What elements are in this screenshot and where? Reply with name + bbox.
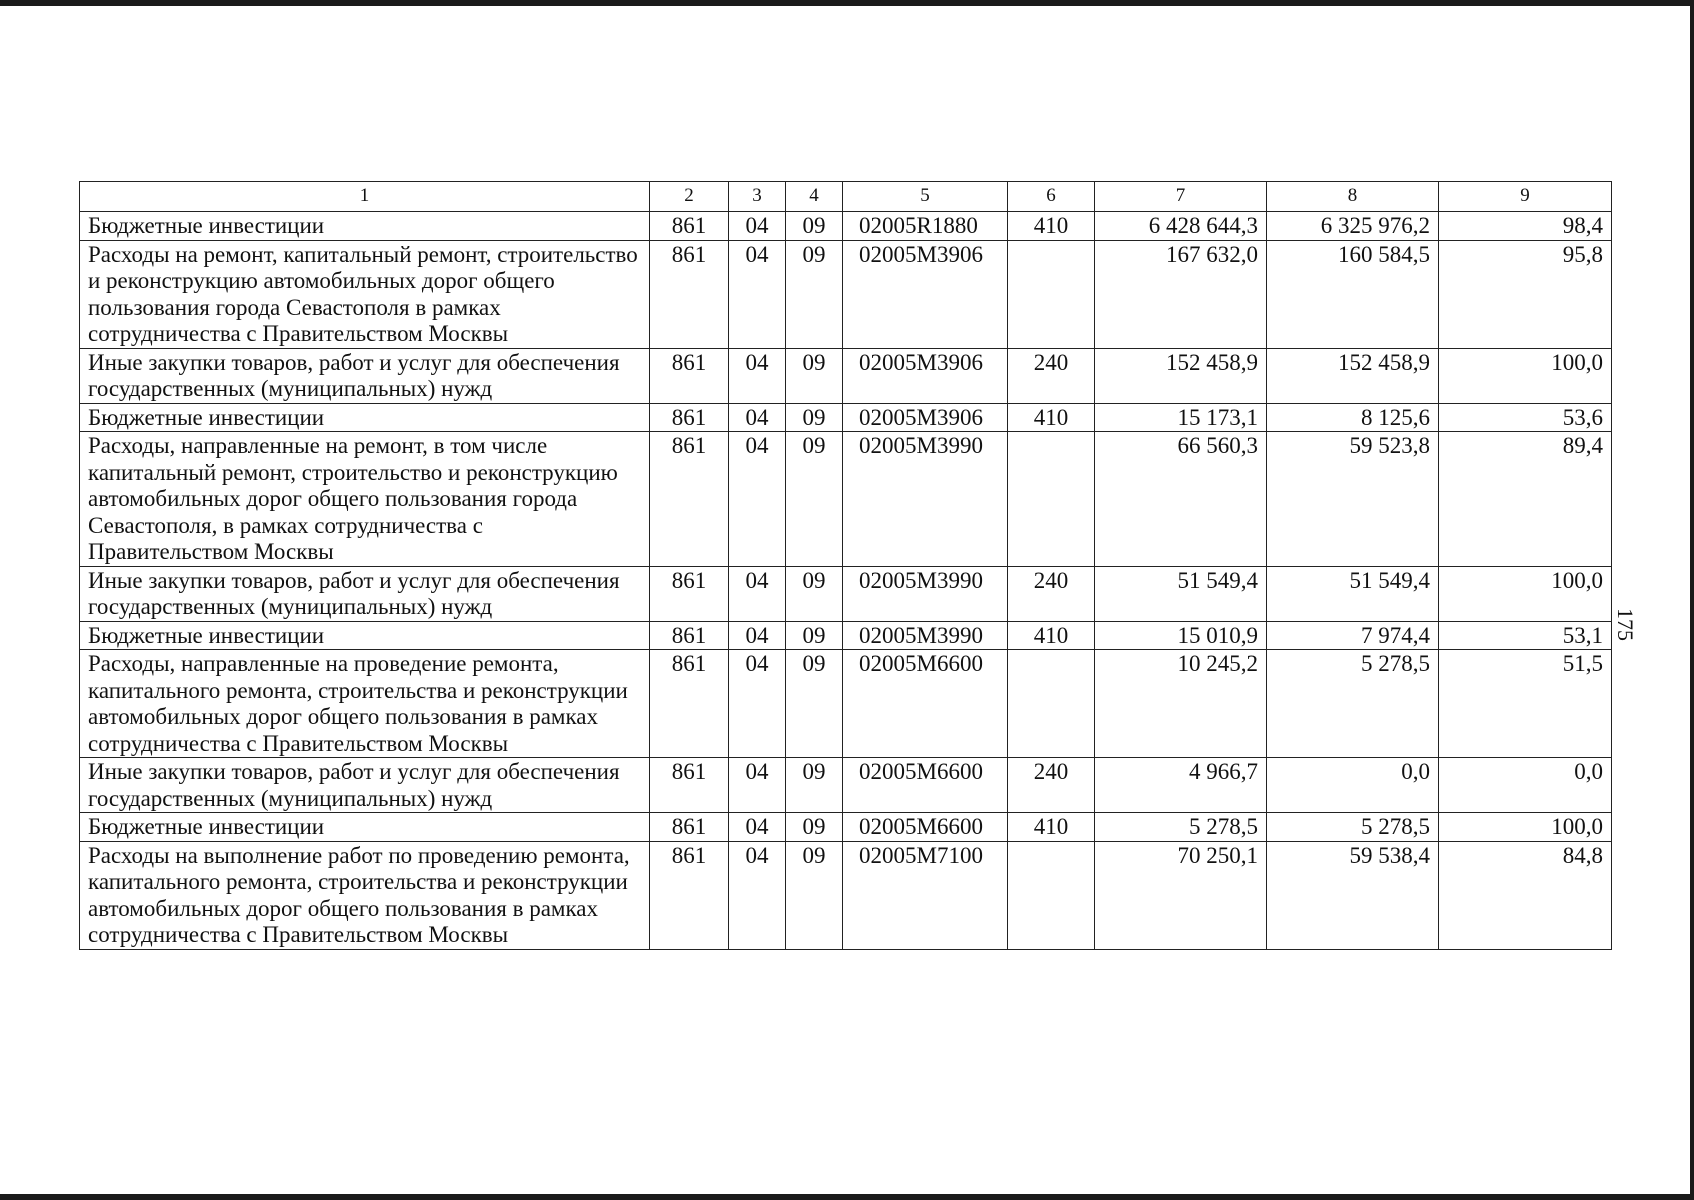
row-code-2: 861 (650, 432, 729, 567)
row-value-7: 5 278,5 (1095, 813, 1267, 842)
row-code-2: 861 (650, 566, 729, 621)
row-description: Иные закупки товаров, работ и услуг для обеспечения государственных (муниципальных) нужд (80, 758, 650, 813)
row-value-9: 100,0 (1439, 566, 1612, 621)
row-code-6: 410 (1008, 813, 1095, 842)
row-description: Бюджетные инвестиции (80, 621, 650, 650)
row-value-8: 160 584,5 (1267, 240, 1439, 348)
row-code-5: 02005R1880 (843, 212, 1008, 241)
table-row (80, 621, 1612, 650)
row-value-9: 100,0 (1439, 348, 1612, 403)
row-code-5: 02005M7100 (843, 841, 1008, 949)
row-value-7: 10 245,2 (1095, 650, 1267, 758)
scan-border-bottom (0, 1194, 1694, 1200)
table-row (80, 841, 1612, 949)
row-code-2: 861 (650, 758, 729, 813)
row-description: Расходы, направленные на ремонт, в том числе капитальный ремонт, строительство и реконструкцию автомобильных дорог общего пользования города Севастополя, в рамках сотрудничества с Правительством Москвы (80, 432, 650, 567)
row-value-9: 53,6 (1439, 403, 1612, 432)
scan-border-top (0, 0, 1694, 6)
row-value-7: 70 250,1 (1095, 841, 1267, 949)
row-code-6: 410 (1008, 621, 1095, 650)
row-value-8: 51 549,4 (1267, 566, 1439, 621)
row-code-3: 04 (729, 403, 786, 432)
row-value-9: 84,8 (1439, 841, 1612, 949)
table-row (80, 403, 1612, 432)
row-code-3: 04 (729, 621, 786, 650)
row-value-8: 59 523,8 (1267, 432, 1439, 567)
row-code-3: 04 (729, 348, 786, 403)
row-code-3: 04 (729, 650, 786, 758)
row-value-9: 89,4 (1439, 432, 1612, 567)
row-code-6: 240 (1008, 758, 1095, 813)
table-row (80, 758, 1612, 813)
row-code-2: 861 (650, 240, 729, 348)
row-code-6: 410 (1008, 212, 1095, 241)
row-value-8: 7 974,4 (1267, 621, 1439, 650)
row-code-5: 02005M3906 (843, 240, 1008, 348)
row-value-8: 59 538,4 (1267, 841, 1439, 949)
row-code-4: 09 (786, 813, 843, 842)
row-code-2: 861 (650, 621, 729, 650)
budget-table (79, 181, 1612, 950)
row-value-7: 66 560,3 (1095, 432, 1267, 567)
table-row (80, 348, 1612, 403)
row-code-2: 861 (650, 403, 729, 432)
column-header: 6 (1008, 182, 1095, 212)
row-code-2: 861 (650, 841, 729, 949)
row-description: Иные закупки товаров, работ и услуг для обеспечения государственных (муниципальных) нужд (80, 566, 650, 621)
table-row (80, 240, 1612, 348)
row-code-4: 09 (786, 403, 843, 432)
row-value-9: 51,5 (1439, 650, 1612, 758)
table-row (80, 212, 1612, 241)
row-code-5: 02005M3906 (843, 403, 1008, 432)
column-header: 7 (1095, 182, 1267, 212)
table-body (80, 212, 1612, 950)
page-number: 175 (1613, 608, 1638, 641)
row-code-2: 861 (650, 650, 729, 758)
row-value-7: 167 632,0 (1095, 240, 1267, 348)
row-code-2: 861 (650, 212, 729, 241)
row-code-3: 04 (729, 813, 786, 842)
row-code-5: 02005M3990 (843, 566, 1008, 621)
row-value-8: 0,0 (1267, 758, 1439, 813)
row-code-6: 410 (1008, 403, 1095, 432)
row-value-8: 5 278,5 (1267, 650, 1439, 758)
row-code-3: 04 (729, 432, 786, 567)
row-code-3: 04 (729, 240, 786, 348)
row-code-6 (1008, 841, 1095, 949)
table-row (80, 650, 1612, 758)
row-value-8: 6 325 976,2 (1267, 212, 1439, 241)
column-header: 9 (1439, 182, 1612, 212)
row-description: Расходы, направленные на проведение ремонта, капитального ремонта, строительства и реконструкции автомобильных дорог общего пользования в рамках сотрудничества с Правительством Москвы (80, 650, 650, 758)
row-description: Иные закупки товаров, работ и услуг для обеспечения государственных (муниципальных) нужд (80, 348, 650, 403)
row-code-2: 861 (650, 813, 729, 842)
row-code-4: 09 (786, 432, 843, 567)
row-value-7: 15 173,1 (1095, 403, 1267, 432)
row-value-7: 152 458,9 (1095, 348, 1267, 403)
row-code-3: 04 (729, 566, 786, 621)
scan-border-right (1690, 0, 1694, 1200)
column-header: 1 (80, 182, 650, 212)
row-code-5: 02005M6600 (843, 813, 1008, 842)
row-code-6 (1008, 240, 1095, 348)
row-code-3: 04 (729, 758, 786, 813)
row-value-9: 0,0 (1439, 758, 1612, 813)
row-value-8: 8 125,6 (1267, 403, 1439, 432)
column-header: 5 (843, 182, 1008, 212)
row-code-3: 04 (729, 212, 786, 241)
row-code-6: 240 (1008, 348, 1095, 403)
row-code-4: 09 (786, 621, 843, 650)
row-value-8: 152 458,9 (1267, 348, 1439, 403)
row-code-6 (1008, 432, 1095, 567)
row-code-2: 861 (650, 348, 729, 403)
row-description: Расходы на ремонт, капитальный ремонт, строительство и реконструкцию автомобильных дорог общего пользования города Севастополя в рамках сотрудничества с Правительством Москвы (80, 240, 650, 348)
row-value-9: 53,1 (1439, 621, 1612, 650)
row-code-5: 02005M6600 (843, 758, 1008, 813)
row-code-4: 09 (786, 841, 843, 949)
row-code-5: 02005M3990 (843, 432, 1008, 567)
row-code-4: 09 (786, 758, 843, 813)
row-value-9: 98,4 (1439, 212, 1612, 241)
row-code-4: 09 (786, 650, 843, 758)
row-value-7: 51 549,4 (1095, 566, 1267, 621)
row-value-9: 100,0 (1439, 813, 1612, 842)
row-description: Бюджетные инвестиции (80, 212, 650, 241)
row-code-6 (1008, 650, 1095, 758)
row-code-4: 09 (786, 348, 843, 403)
table-row (80, 566, 1612, 621)
column-header: 3 (729, 182, 786, 212)
table-row (80, 813, 1612, 842)
row-value-7: 15 010,9 (1095, 621, 1267, 650)
row-description: Бюджетные инвестиции (80, 403, 650, 432)
row-code-5: 02005M3990 (843, 621, 1008, 650)
row-code-4: 09 (786, 240, 843, 348)
row-description: Расходы на выполнение работ по проведению ремонта, капитального ремонта, строительства и реконструкции автомобильных дорог общего пользования в рамках сотрудничества с Правительством Москвы (80, 841, 650, 949)
column-header: 2 (650, 182, 729, 212)
row-code-5: 02005M6600 (843, 650, 1008, 758)
row-code-3: 04 (729, 841, 786, 949)
header-row (80, 182, 1612, 212)
row-description: Бюджетные инвестиции (80, 813, 650, 842)
row-value-8: 5 278,5 (1267, 813, 1439, 842)
row-code-4: 09 (786, 212, 843, 241)
row-code-5: 02005M3906 (843, 348, 1008, 403)
row-value-7: 4 966,7 (1095, 758, 1267, 813)
row-value-9: 95,8 (1439, 240, 1612, 348)
column-header: 8 (1267, 182, 1439, 212)
column-header: 4 (786, 182, 843, 212)
row-code-6: 240 (1008, 566, 1095, 621)
row-code-4: 09 (786, 566, 843, 621)
table-row (80, 432, 1612, 567)
row-value-7: 6 428 644,3 (1095, 212, 1267, 241)
